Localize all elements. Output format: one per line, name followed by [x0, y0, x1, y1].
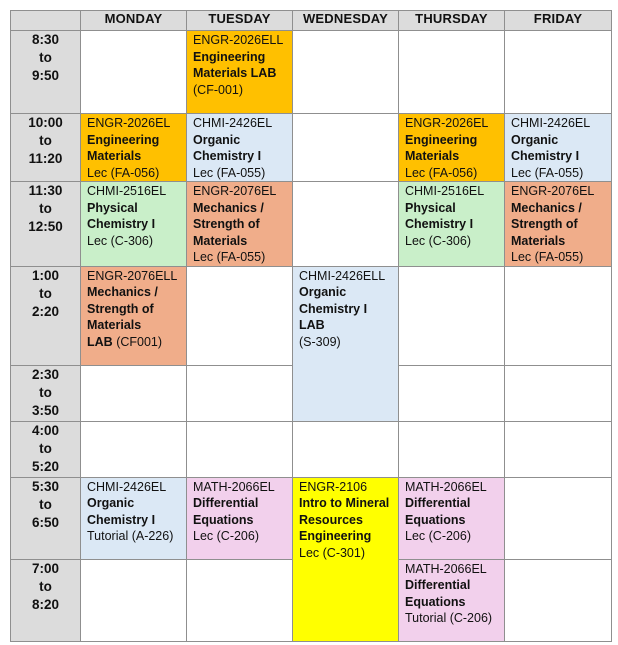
course-title: Mechanics / Strength of Materials	[87, 285, 158, 332]
day-header-monday: MONDAY	[81, 11, 187, 31]
lab-label: LAB	[299, 318, 325, 332]
course-location: Lec (C-301)	[299, 545, 365, 560]
class-block-thu-1130[interactable]	[399, 182, 505, 267]
course-code: ENGR-2076EL	[511, 184, 595, 198]
time-row-100	[11, 266, 612, 365]
time-row-1000	[11, 114, 612, 182]
empty-slot	[81, 365, 187, 421]
course-title: Organic Chemistry I	[193, 132, 262, 163]
course-location: Lec (C-206)	[193, 529, 259, 543]
course-code: CHMI-2426EL	[511, 116, 591, 130]
course-title: Intro to Mineral Resources Engineering	[299, 496, 390, 543]
time-slot-530: 5:30 to 6:50	[11, 477, 81, 559]
day-header-thursday: THURSDAY	[399, 11, 505, 31]
course-code: CHMI-2426ELL	[299, 268, 386, 283]
course-title: Organic Chemistry I	[87, 496, 156, 527]
course-code: MATH-2066EL	[193, 479, 275, 494]
course-code: ENGR-2106	[299, 479, 368, 494]
class-block-mon-530[interactable]	[81, 477, 187, 559]
empty-slot	[187, 266, 293, 365]
empty-slot	[505, 365, 612, 421]
course-location: (CF-001)	[193, 82, 244, 97]
class-block-tue-1130[interactable]	[187, 182, 293, 267]
class-block-wed-100[interactable]	[293, 266, 399, 421]
course-location: Lec (C-306)	[405, 233, 471, 248]
course-title: Engineering Materials LAB	[193, 49, 277, 80]
course-location: Lec (FA-055)	[193, 165, 266, 180]
course-title: Mechanics / Strength of Materials	[193, 200, 264, 248]
class-block-mon-1000[interactable]	[81, 114, 187, 182]
course-title: Engineering Materials	[87, 132, 160, 163]
empty-slot	[187, 559, 293, 641]
time-slot-1000: 10:00 to 11:20	[11, 114, 81, 182]
class-block-thu-700[interactable]	[399, 559, 505, 641]
course-location: Lec (C-206)	[405, 529, 471, 543]
time-slot-1130: 11:30 to 12:50	[11, 182, 81, 267]
empty-slot	[399, 365, 505, 421]
course-location: Lec (FA-055)	[511, 165, 584, 180]
course-title: Differential Equations	[405, 578, 471, 609]
empty-slot	[293, 182, 399, 267]
course-title: Organic Chemistry I	[511, 132, 580, 163]
time-slot-830: 8:30 to 9:50	[11, 31, 81, 114]
course-code: ENGR-2076EL	[193, 184, 277, 198]
empty-slot	[505, 266, 612, 365]
empty-slot	[399, 31, 505, 114]
corner-cell	[11, 11, 81, 31]
course-location: Tutorial (A-226)	[87, 529, 174, 543]
course-title: Mechanics / Strength of Materials	[511, 200, 582, 248]
course-code: ENGR-2026EL	[405, 116, 489, 130]
course-title: Differential Equations	[405, 496, 471, 527]
class-block-thu-1000[interactable]	[399, 114, 505, 182]
class-block-wed-530[interactable]	[293, 477, 399, 641]
course-title: Engineering Materials	[405, 132, 478, 163]
header-row	[11, 11, 612, 31]
course-code: ENGR-2026EL	[87, 116, 171, 130]
empty-slot	[187, 421, 293, 477]
empty-slot	[187, 365, 293, 421]
course-code: CHMI-2516EL	[87, 184, 167, 198]
course-code: CHMI-2426EL	[193, 116, 273, 130]
course-title: Organic Chemistry I	[299, 285, 368, 316]
day-header-tuesday: TUESDAY	[187, 11, 293, 31]
time-row-1130	[11, 182, 612, 267]
class-block-tue-1000[interactable]	[187, 114, 293, 182]
time-slot-230: 2:30 to 3:50	[11, 365, 81, 421]
time-row-400	[11, 421, 612, 477]
time-row-530	[11, 477, 612, 559]
class-block-mon-100[interactable]	[81, 266, 187, 365]
course-title: Physical Chemistry I	[87, 200, 156, 231]
empty-slot	[81, 421, 187, 477]
empty-slot	[505, 559, 612, 641]
empty-slot	[293, 421, 399, 477]
course-title: Differential Equations	[193, 496, 259, 527]
course-location: Lec (FA-055)	[193, 250, 266, 264]
empty-slot	[505, 31, 612, 114]
class-block-thu-530[interactable]	[399, 477, 505, 559]
course-location: Lec (FA-056)	[87, 165, 160, 180]
course-location: (S-309)	[299, 334, 341, 349]
course-code: ENGR-2076ELL	[87, 268, 178, 283]
course-code: CHMI-2426EL	[87, 479, 167, 494]
time-slot-400: 4:00 to 5:20	[11, 421, 81, 477]
course-location: Lec (C-306)	[87, 233, 153, 248]
empty-slot	[505, 421, 612, 477]
class-block-tue-530[interactable]	[187, 477, 293, 559]
class-block-tue-830[interactable]	[187, 31, 293, 114]
course-location: Lec (FA-056)	[405, 165, 478, 180]
empty-slot	[293, 114, 399, 182]
empty-slot	[399, 421, 505, 477]
empty-slot	[81, 559, 187, 641]
empty-slot	[399, 266, 505, 365]
course-code: MATH-2066EL	[405, 561, 487, 576]
course-title: Physical Chemistry I	[405, 200, 474, 231]
empty-slot	[81, 31, 187, 114]
course-code: MATH-2066EL	[405, 479, 487, 494]
course-location: Tutorial (C-206)	[405, 611, 493, 625]
time-slot-100: 1:00 to 2:20	[11, 266, 81, 365]
class-block-mon-1130[interactable]	[81, 182, 187, 267]
empty-slot	[293, 31, 399, 114]
schedule-table	[10, 10, 612, 642]
course-code: ENGR-2026ELL	[193, 33, 284, 47]
empty-slot	[505, 477, 612, 559]
class-block-fri-1130[interactable]	[505, 182, 612, 267]
lab-label: LAB	[87, 334, 113, 349]
course-location: (CF001)	[116, 334, 163, 349]
day-header-wednesday: WEDNESDAY	[293, 11, 399, 31]
course-code: CHMI-2516EL	[405, 184, 485, 198]
time-slot-700: 7:00 to 8:20	[11, 559, 81, 641]
time-row-830	[11, 31, 612, 114]
day-header-friday: FRIDAY	[505, 11, 612, 31]
class-block-fri-1000[interactable]	[505, 114, 612, 182]
course-location: Lec (FA-055)	[511, 250, 584, 264]
